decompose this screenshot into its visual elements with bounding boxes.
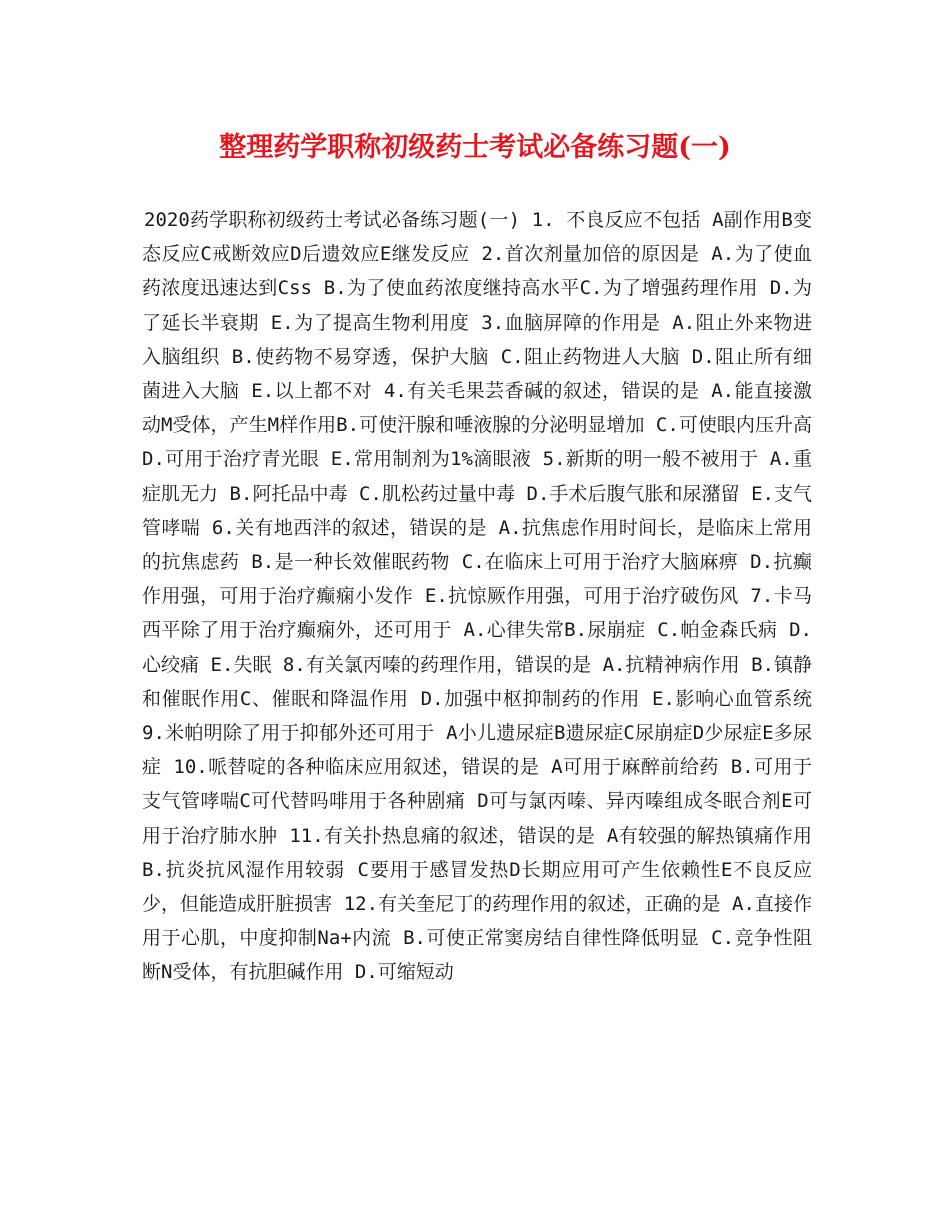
document-title: 整理药学职称初级药士考试必备练习题(一) bbox=[219, 132, 731, 163]
document-body: 2020药学职称初级药士考试必备练习题(一) 1. 不良反应不包括 A副作用B变态反应C戒断效应D后遗效应E继发反应 2.首次剂量加倍的原因是 A.为了使血药浓度迅速达到Css B.为了使血药浓度继持高水平C.为了增强药理作用 D.为了延长半衰期 E.为了提高生物利用度 3.血脑屏障的作用是 A.阻止外来物进入脑组织 B.使药物不易穿透，保护大脑 C.阻止药物进人大脑 D.阻止所有细菌进入大脑 E.以上都不对 4.有关毛果芸香碱的叙述，错误的是 A.能直接激动M受体，产生M样作用B.可使汗腺和唾液腺的分泌明显增加 C.可使眼内压升高 D.可用于治疗青光眼 E.常用制剂为1%滴眼液 5.新斯的明一般不被用于 A.重症肌无力 B.阿托品中毒 C.肌松药过量中毒 D.手术后腹气胀和尿潴留 E.支气管哮喘 6.关有地西泮的叙述，错误的是 A.抗焦虑作用时间长，是临床上常用的抗焦虑药 B.是一种长效催眠药物 C.在临床上可用于治疗大脑麻痹 D.抗癫作用强，可用于治疗癫痫小发作 E.抗惊厥作用强，可用于治疗破伤风 7.卡马西平除了用于治疗癫痫外，还可用于 A.心律失常B.尿崩症 C.帕金森氏病 D.心绞痛 E.失眠 8.有关氯丙嗪的药理作用，错误的是 A.抗精神病作用 B.镇静和催眠作用C、催眠和降温作用 D.加强中枢抑制药的作用 E.影响心血管系统 9.米帕明除了用于抑郁外还可用于 A小儿遗尿症B遗尿症C尿崩症D少尿症E多尿症 10.哌替啶的各种临床应用叙述，错误的是 A可用于麻醉前给药 B.可用于支气管哮喘C可代替吗啡用于各种剧痛 D可与氯丙嗪、异丙嗪组成冬眠合剂E可用于治疗肺水肿 11.有关扑热息痛的叙述，错误的是 A有较强的解热镇痛作用 B.抗炎抗风湿作用较弱 C要用于感冒发热D长期应用可产生依赖性E不良反应少，但能造成肝脏损害 12.有关奎尼丁的药理作用的叙述，正确的是 A.直接作用于心肌，中度抑制Na+内流 B.可使正常窦房结自律性降低明显 C.竞争性阻断N受体，有抗胆碱作用 D.可缩短动 bbox=[142, 209, 812, 984]
